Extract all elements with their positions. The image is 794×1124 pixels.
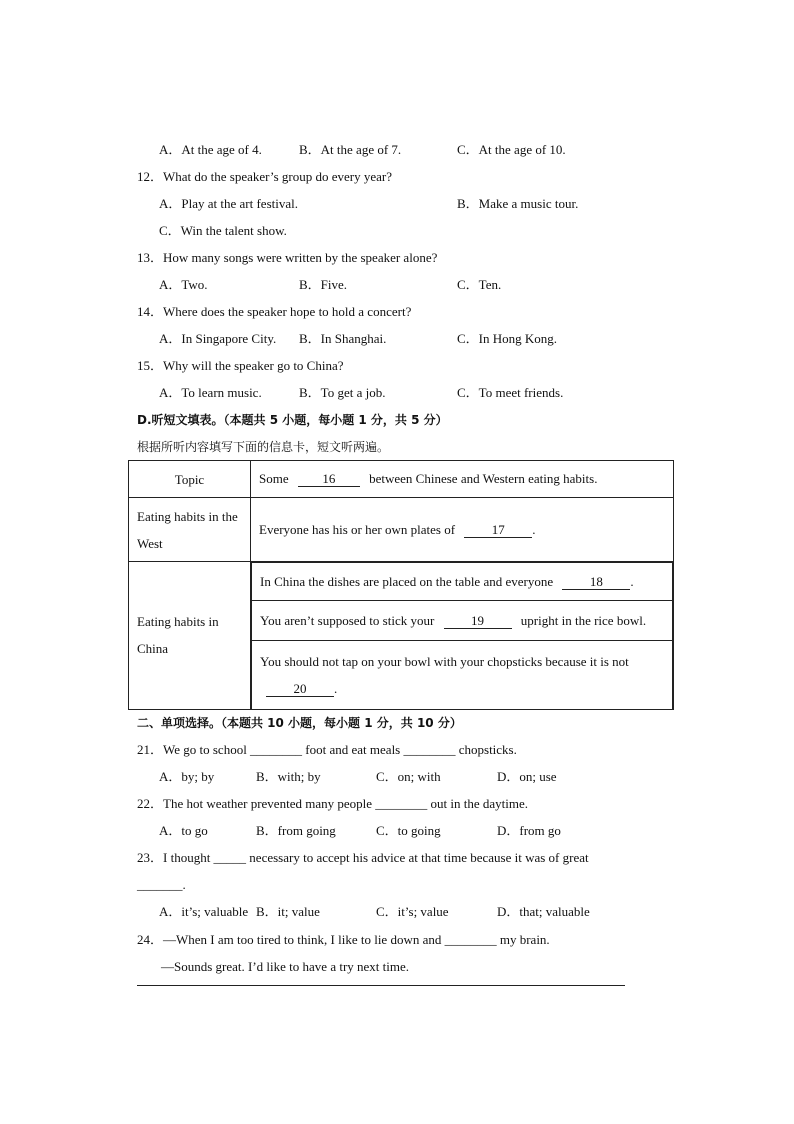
q13-option-c: C．Ten.: [457, 277, 502, 292]
q23-option-b: B．it; value: [256, 904, 320, 919]
west-pre: Everyone has his or her own plates of: [259, 521, 456, 537]
q14-option-a: A．In Singapore City.: [159, 331, 277, 346]
q13-stem: 13．How many songs were written by the speaker alone?: [137, 250, 438, 265]
q21-option-a: A．by; by: [159, 769, 215, 784]
q15-option-b: B．To get a job.: [299, 385, 386, 400]
china3-post: .: [334, 680, 338, 696]
q15-option-c: C．To meet friends.: [457, 385, 564, 400]
china-label: Eating habits in China: [129, 562, 251, 710]
q12-option-a: A．Play at the art festival.: [159, 196, 298, 211]
q13-option-b: B．Five.: [299, 277, 348, 292]
q15-stem: 15．Why will the speaker go to China?: [137, 358, 344, 373]
q12-option-b: B．Make a music tour.: [457, 196, 579, 211]
q23-option-c: C．it’s; value: [376, 904, 449, 919]
china1-pre: In China the dishes are placed on the table and everyone: [260, 573, 554, 589]
section-2-title: 二、单项选择。（本题共 10 小题，每小题 1 分，共 10 分）: [137, 716, 462, 730]
q23-option-d: D．that; valuable: [497, 904, 590, 919]
q22-stem: 22．The hot weather prevented many people ________ out in the daytime.: [137, 796, 528, 811]
q13-option-a: A．Two.: [159, 277, 208, 292]
blank-20: 20: [266, 682, 334, 697]
q23-stem: 23．I thought _____ necessary to accept his advice at that time because it was of great: [137, 850, 589, 865]
china-row-1: [252, 563, 673, 601]
q11-option-b: B．At the age of 7.: [299, 142, 402, 157]
info-card-table: [128, 460, 674, 710]
west-post: .: [532, 521, 536, 537]
west-label: Eating habits in the West: [129, 498, 251, 562]
q22-option-a: A．to go: [159, 823, 208, 838]
section-d-instruction: 根据所听内容填写下面的信息卡，短文听两遍。: [137, 440, 390, 454]
q14-option-b: B．In Shanghai.: [299, 331, 387, 346]
q14-stem: 14．Where does the speaker hope to hold a concert?: [137, 304, 412, 319]
china-row-2: [252, 601, 673, 641]
china2-pre: You aren’t supposed to stick your: [260, 612, 435, 628]
china-rows: [251, 562, 674, 710]
section-d-title: D.听短文填表。（本题共 5 小题，每小题 1 分，共 5 分）: [137, 413, 448, 427]
q24-stem: 24．—When I am too tired to think, I like to lie down and ________ my brain.: [137, 932, 550, 947]
blank-17: 17: [464, 523, 532, 538]
q12-stem: 12．What do the speaker’s group do every year?: [137, 169, 392, 184]
china2-post: upright in the rice bowl.: [520, 612, 647, 628]
q21-option-b: B．with; by: [256, 769, 321, 784]
topic-label: Topic: [129, 461, 251, 498]
q12-option-c: C．Win the talent show.: [159, 223, 287, 238]
blank-16: 16: [298, 472, 360, 487]
bottom-rule: [137, 985, 625, 986]
china-row-3: [252, 641, 673, 709]
q15-option-a: A．To learn music.: [159, 385, 262, 400]
china1-post: .: [630, 573, 634, 589]
topic-post: between Chinese and Western eating habits.: [369, 471, 598, 486]
q22-option-d: D．from go: [497, 823, 561, 838]
q21-stem: 21．We go to school ________ foot and eat meals ________ chopsticks.: [137, 742, 517, 757]
q22-option-c: C．to going: [376, 823, 441, 838]
q11-option-a: A．At the age of 4.: [159, 142, 262, 157]
topic-row: [251, 461, 674, 498]
china3-pre: You should not tap on your bowl with your chopsticks because it is not: [260, 653, 629, 669]
q21-option-d: D．on; use: [497, 769, 557, 784]
blank-18: 18: [562, 575, 630, 590]
q21-option-c: C．on; with: [376, 769, 441, 784]
blank-19: 19: [444, 614, 512, 629]
q22-option-b: B．from going: [256, 823, 336, 838]
q14-option-c: C．In Hong Kong.: [457, 331, 558, 346]
topic-pre: Some: [259, 471, 289, 486]
q23-option-a: A．it’s; valuable: [159, 904, 249, 919]
q11-option-c: C．At the age of 10.: [457, 142, 566, 157]
q23-stem-continued: _______.: [137, 877, 186, 892]
q24-reply: —Sounds great. I’d like to have a try next time.: [161, 959, 410, 974]
west-row: [251, 498, 674, 562]
